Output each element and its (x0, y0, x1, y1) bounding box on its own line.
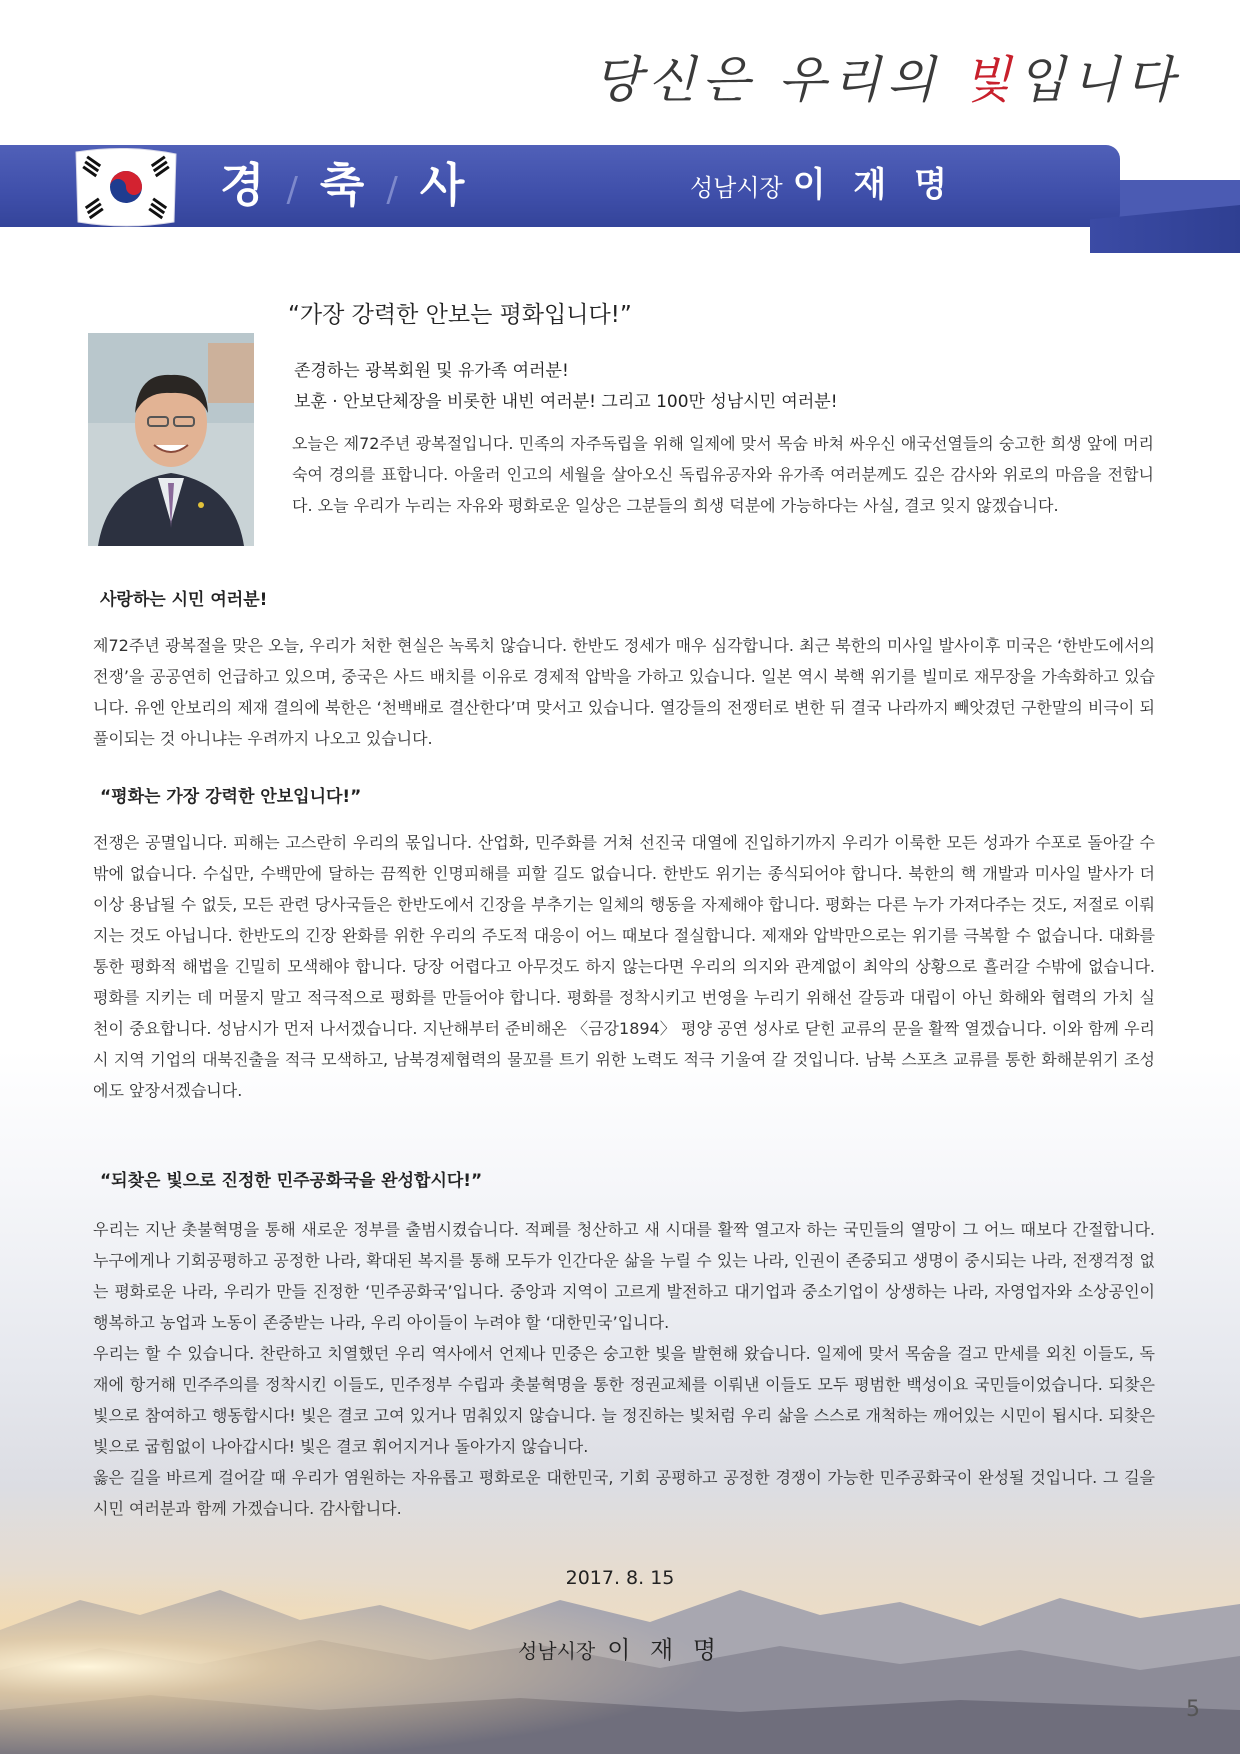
title-char-3: 사 (419, 158, 469, 212)
section3-heading: “되찾은 빛으로 진정한 민주공화국을 완성합시다!” (100, 1171, 483, 1191)
signature-name: 이 재 명 (607, 1636, 723, 1664)
section3-paragraph-2: 우리는 할 수 있습니다. 찬란하고 치열했던 우리 역사에서 언제나 민중은 숭고한 빛을 발현해 왔습니다. 일제에 맞서 목숨을 걸고 만세를 외친 이들도, 독재에 항거해 민주주의를 정착시킨 이들도, 민주정부 수립과 촛불혁명을 통한 정권교체를 이뤄낸 이들도 모두 평범한 백성이요 국민들이었습니다. 되찾은 빛으로 참여하고 행동합시다! 빛은 결코 고여 있거나 멈춰있지 않습니다. 늘 정진하는 빛처럼 우리 삶을 스스로 개척하는 깨어있는 시민이 됩시다. 되찾은 빛으로 굽힘없이 나아갑시다! 빛은 결코 휘어지거나 돌아가지 않습니다. (93, 1344, 1155, 1456)
author-name: 이 재 명 (792, 165, 955, 205)
calligraphy-slogan (593, 40, 1180, 112)
section1-body: 제72주년 광복절을 맞은 오늘, 우리가 처한 현실은 녹록치 않습니다. 한반도 정세가 매우 심각합니다. 최근 북한의 미사일 발사이후 미국은 ‘한반도에서의 전쟁’을 공공연히 언급하고 있으며, 중국은 사드 배치를 이유로 경제적 압박을 가하고 있습니다. 일본 역시 북핵 위기를 빌미로 재무장을 가속화하고 있습니다. 유엔 안보리의 제재 결의에 북한은 ‘천백배로 결산한다’며 맞서고 있습니다. 열강들의 전쟁터로 변한 뒤 결국 나라까지 빼앗겼던 구한말의 비극이 되풀이되는 것 아니냐는 우려까지 나오고 있습니다. (93, 636, 1155, 748)
title-char-1: 경 (220, 158, 269, 212)
greeting (294, 356, 838, 418)
greeting-line-2: 보훈 · 안보단체장을 비롯한 내빈 여러분! 그리고 100만 성남시민 여러분! (294, 392, 838, 412)
slogan-part2: 입니다 (1017, 51, 1180, 109)
korean-flag-icon (72, 146, 180, 228)
title-char-2: 축 (319, 158, 369, 212)
section3-paragraph-3: 옳은 길을 바르게 걸어갈 때 우리가 염원하는 자유롭고 평화로운 대한민국, 기회 공평하고 공정한 경쟁이 가능한 민주공화국이 완성될 것입니다. 그 길을 시민 여러분과 함께 가겠습니다. 감사합니다. (93, 1468, 1155, 1518)
signature-role: 성남시장 (517, 1639, 596, 1663)
section2-heading: “평화는 가장 강력한 안보입니다!” (100, 787, 362, 807)
header-author (690, 150, 955, 220)
slogan-highlight: 빛 (962, 51, 1018, 109)
intro-paragraph: 오늘은 제72주년 광복절입니다. 민족의 자주독립을 위해 일제에 맞서 목숨 바쳐 싸우신 애국선열들의 숭고한 희생 앞에 머리 숙여 경의를 표합니다. 아울러 인고의 세월을 살아오신 독립유공자와 유가족 여러분께도 깊은 감사와 위로의 마음을 전합니다. 오늘 우리가 누리는 자유와 평화로운 일상은 그분들의 희생 덕분에 가능하다는 사실, 결코 잊지 않겠습니다. (292, 434, 1154, 515)
portrait-photo (88, 333, 254, 546)
signature (0, 1630, 1240, 1665)
section1-heading: 사랑하는 시민 여러분! (100, 590, 268, 610)
title-separator: / (386, 170, 402, 210)
slogan-part1: 당신은 우리의 (593, 51, 963, 109)
author-role: 성남시장 (690, 174, 783, 202)
letter-date: 2017. 8. 15 (565, 1567, 675, 1589)
section3-paragraph-1: 우리는 지난 촛불혁명을 통해 새로운 정부를 출범시켰습니다. 적폐를 청산하고 새 시대를 활짝 열고자 하는 국민들의 열망이 그 어느 때보다 간절합니다. 누구에게나 기회공평하고 공정한 나라, 확대된 복지를 통해 모두가 인간다운 삶을 누릴 수 있는 나라, 인권이 존중되고 생명이 중시되는 나라, 전쟁걱정 없는 평화로운 나라, 우리가 만들 진정한 ‘민주공화국’입니다. 중앙과 지역이 고르게 발전하고 대기업과 중소기업이 상생하는 나라, 자영업자와 소상공인이 행복하고 농업과 노동이 존중받는 나라, 우리 아이들이 누려야 할 ‘대한민국’입니다. (93, 1220, 1155, 1332)
section2-body: 전쟁은 공멸입니다. 피해는 고스란히 우리의 몫입니다. 산업화, 민주화를 거쳐 선진국 대열에 진입하기까지 우리가 이룩한 모든 성과가 수포로 돌아갈 수밖에 없습니다. 수십만, 수백만에 달하는 끔찍한 인명피해를 피할 길도 없습니다. 한반도 위기는 종식되어야 합니다. 북한의 핵 개발과 미사일 발사가 더 이상 용납될 수 없듯, 모든 관련 당사국들은 한반도에서 긴장을 부추기는 일체의 행동을 자제해야 합니다. 평화는 다른 누가 가져다주는 것도, 저절로 이뤄지는 것도 아닙니다. 한반도의 긴장 완화를 위한 우리의 주도적 대응이 어느 때보다 절실합니다. 제재와 압박만으로는 위기를 극복할 수 없습니다. 대화를 통한 평화적 해법을 긴밀히 모색해야 합니다. 당장 어렵다고 아무것도 하지 않는다면 우리의 의지와 관계없이 최악의 상황으로 흘러갈 수밖에 없습니다. 평화를 지키는 데 머물지 말고 적극적으로 평화를 만들어야 합니다. 평화를 정착시키고 번영을 누리기 위해선 갈등과 대립이 아닌 화해와 협력의 가치 실천이 중요합니다. 성남시가 먼저 나서겠습니다. 지난해부터 준비해온 〈금강1894〉 평양 공연 성사로 닫힌 교류의 문을 활짝 열겠습니다. 이와 함께 우리 시 지역 기업의 대북진출을 적극 모색하고, 남북경제협력의 물꼬를 트기 위한 노력도 적극 기울여 갈 것입니다. 남북 스포츠 교류를 통한 화해분위기 조성에도 앞장서겠습니다. (93, 833, 1155, 1100)
section3-body (93, 1214, 1155, 1524)
headline: “가장 강력한 안보는 평화입니다!” (288, 302, 632, 328)
title-separator: / (286, 170, 302, 210)
greeting-line-1: 존경하는 광복회원 및 유가족 여러분! (294, 361, 569, 381)
page-number: 5 (1186, 1697, 1200, 1722)
header-title (220, 150, 468, 220)
